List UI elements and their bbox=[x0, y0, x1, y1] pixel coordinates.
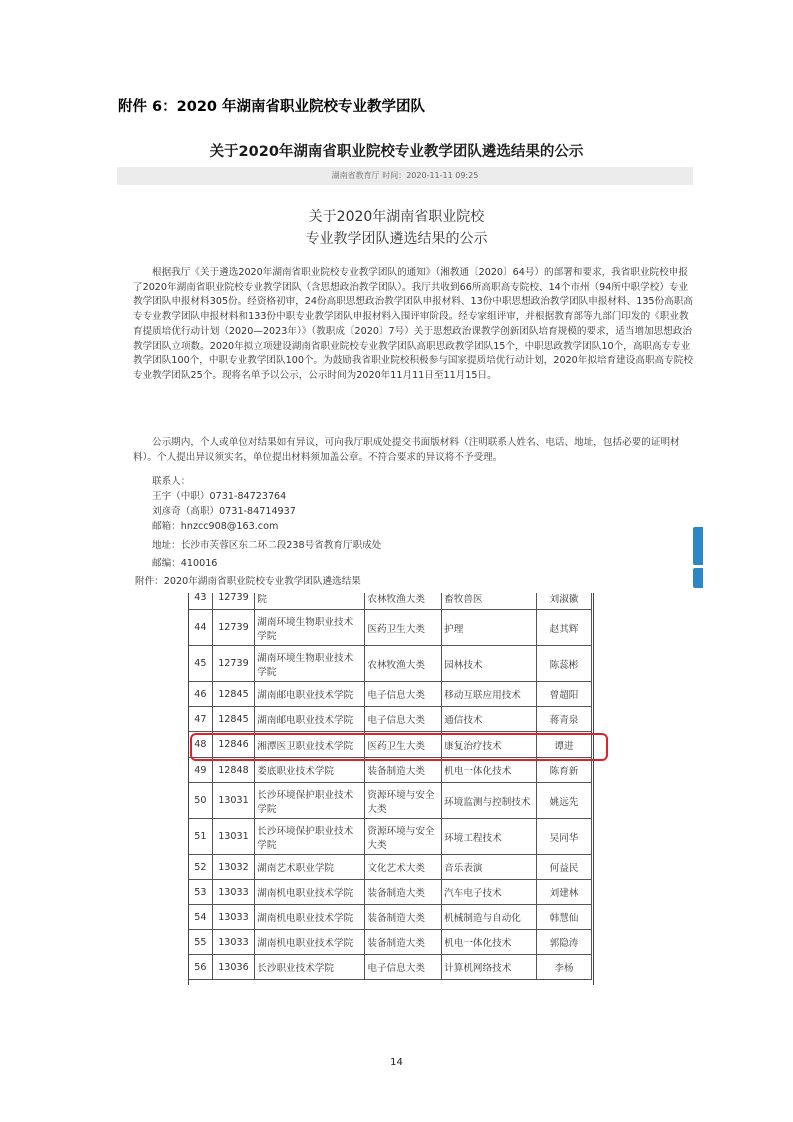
table-row bbox=[189, 682, 592, 707]
cell-major: 康复治疗技术 bbox=[442, 732, 537, 758]
cell-code: 13031 bbox=[212, 783, 255, 819]
highlight-circle bbox=[190, 733, 608, 761]
cell-school: 湖南环境生物职业技术学院 bbox=[255, 646, 365, 682]
notice-subtitle-line1: 关于2020年湖南省职业院校 bbox=[308, 209, 485, 225]
cell-category: 资源环境与安全大类 bbox=[365, 819, 442, 855]
cell-major: 园林技术 bbox=[442, 646, 537, 682]
cell-school: 长沙环境保护职业技术学院 bbox=[255, 783, 365, 819]
table-row bbox=[189, 855, 592, 880]
cell-no: 45 bbox=[189, 646, 213, 682]
table-row bbox=[189, 783, 592, 819]
cell-leader: 韩慧仙 bbox=[537, 905, 592, 930]
cell-leader: 蒋青泉 bbox=[537, 707, 592, 732]
cell-category: 电子信息大类 bbox=[365, 682, 442, 707]
cell-major: 护理 bbox=[442, 610, 537, 646]
cell-no: 53 bbox=[189, 880, 213, 905]
cell-major: 机电一体化技术 bbox=[442, 930, 537, 955]
cell-category: 资源环境与安全大类 bbox=[365, 783, 442, 819]
cell-school: 湖南机电职业技术学院 bbox=[255, 905, 365, 930]
side-float-tab-bottom[interactable] bbox=[693, 568, 703, 588]
table-row bbox=[189, 880, 592, 905]
cell-major: 机械制造与自动化 bbox=[442, 905, 537, 930]
results-table bbox=[188, 593, 592, 980]
cell-code: 13033 bbox=[212, 880, 255, 905]
table-row bbox=[189, 646, 592, 682]
cell-no: 43 bbox=[189, 593, 213, 610]
cell-category: 电子信息大类 bbox=[365, 955, 442, 980]
cell-no: 56 bbox=[189, 955, 213, 980]
cell-school: 长沙职业技术学院 bbox=[255, 955, 365, 980]
cell-code: 12739 bbox=[212, 610, 255, 646]
notice-paragraph-1: 根据我厅《关于遴选2020年湖南省职业院校专业教学团队的通知》（湘教通〔2020〕64号）的部署和要求，我省职业院校申报了2020年湖南省职业院校专业教学团队（含思想政治教学团队）。我厅共收到66所高职高专院校、14个市州（94所中职学校）专业教学团队申报材料305份。经资格初审，24份高职思想政治教学团队申报材料、13份中职思想政治教学团队申报材料、135份高职高专专业教学团队申报材料和133份中职专业教学团队申报材料入围评审阶段。经专家组评审，并根据教育部等九部门印发的《职业教育提质培优行动计划（2020—2023年）》（教职成〔2020〕7号）关于思想政治课教学创新团队培育规模的要求，适当增加思想政治教学团队立项数。2020年拟立项建设湖南省职业院校专业教学团队高职思政教学团队15个，中职思政教学团队10个，高职高专专业教学团队100个，中职专业教学团队100个。为鼓励我省职业院校积极参与国家提质培优行动计划，2020年拟培育建设高职高专院校专业教学团队25个。现将名单予以公示，公示时间为2020年11月11日至11月15日。 bbox=[133, 267, 693, 381]
cell-leader: 陈育新 bbox=[537, 758, 592, 783]
cell-major: 环境工程技术 bbox=[442, 819, 537, 855]
cell-code: 13033 bbox=[212, 905, 255, 930]
contact-higher: 刘彦奇（高职）0731-84714937 bbox=[152, 506, 296, 517]
cell-category: 医药卫生大类 bbox=[365, 610, 442, 646]
cell-code: 13033 bbox=[212, 930, 255, 955]
cell-leader: 刘建林 bbox=[537, 880, 592, 905]
contact-postcode: 邮编：410016 bbox=[152, 558, 218, 569]
notice-paragraph-2: 公示期内，个人或单位对结果如有异议，可向我厅职成处提交书面版材料（注明联系人姓名、电话、地址，包括必要的证明材料）。个人提出异议须实名，单位提出材料须加盖公章。不符合要求的异议将不予受理。 bbox=[133, 437, 680, 463]
table-row bbox=[189, 593, 592, 610]
article-title: 关于2020年湖南省职业院校专业教学团队遴选结果的公示 bbox=[209, 144, 584, 160]
contact-address: 地址：长沙市芙蓉区东二环二段238号省教育厅职成处 bbox=[152, 540, 382, 551]
cell-major: 机电一体化技术 bbox=[442, 758, 537, 783]
results-table-viewport bbox=[188, 593, 594, 985]
attachment-link[interactable]: 附件：2020年湖南省职业院校专业教学团队遴选结果 bbox=[135, 576, 361, 587]
cell-code: 13036 bbox=[212, 955, 255, 980]
cell-school: 湖南邮电职业技术学院 bbox=[255, 707, 365, 732]
table-row bbox=[189, 610, 592, 646]
table-row bbox=[189, 758, 592, 783]
cell-major: 移动互联应用技术 bbox=[442, 682, 537, 707]
cell-category: 电子信息大类 bbox=[365, 707, 442, 732]
cell-no: 46 bbox=[189, 682, 213, 707]
cell-no: 44 bbox=[189, 610, 213, 646]
cell-leader: 李杨 bbox=[537, 955, 592, 980]
table-row bbox=[189, 955, 592, 980]
cell-leader: 吴同华 bbox=[537, 819, 592, 855]
table-row bbox=[189, 930, 592, 955]
cell-major: 计算机网络技术 bbox=[442, 955, 537, 980]
cell-school: 娄底职业技术学院 bbox=[255, 758, 365, 783]
cell-category: 装备制造大类 bbox=[365, 930, 442, 955]
contact-email: 邮箱：hnzcc908@163.com bbox=[152, 521, 279, 532]
cell-no: 51 bbox=[189, 819, 213, 855]
contact-secondary: 王宇（中职）0731-84723764 bbox=[152, 491, 287, 502]
cell-category: 农林牧渔大类 bbox=[365, 646, 442, 682]
side-float-tab-top[interactable] bbox=[693, 527, 703, 565]
table-row bbox=[189, 905, 592, 930]
cell-leader: 曾超阳 bbox=[537, 682, 592, 707]
cell-major: 汽车电子技术 bbox=[442, 880, 537, 905]
cell-no: 47 bbox=[189, 707, 213, 732]
notice-subtitle bbox=[0, 206, 793, 250]
cell-school: 湘潭医卫职业技术学院 bbox=[255, 732, 365, 758]
cell-no: 50 bbox=[189, 783, 213, 819]
cell-category: 医药卫生大类 bbox=[365, 732, 442, 758]
cell-code: 13031 bbox=[212, 819, 255, 855]
cell-school: 院 bbox=[255, 593, 365, 610]
cell-code: 12739 bbox=[212, 593, 255, 610]
cell-no: 48 bbox=[189, 732, 213, 758]
cell-category: 装备制造大类 bbox=[365, 880, 442, 905]
page-number: 14 bbox=[390, 1057, 403, 1068]
cell-major: 通信技术 bbox=[442, 707, 537, 732]
notice-subtitle-line2: 专业教学团队遴选结果的公示 bbox=[305, 231, 488, 247]
cell-no: 52 bbox=[189, 855, 213, 880]
contact-label: 联系人： bbox=[152, 476, 191, 487]
cell-leader: 赵其辉 bbox=[537, 610, 592, 646]
table-row bbox=[189, 819, 592, 855]
cell-no: 54 bbox=[189, 905, 213, 930]
cell-code: 12845 bbox=[212, 707, 255, 732]
cell-leader: 刘淑徽 bbox=[537, 593, 592, 610]
cell-leader: 何益民 bbox=[537, 855, 592, 880]
cell-code: 12739 bbox=[212, 646, 255, 682]
cell-code: 12848 bbox=[212, 758, 255, 783]
cell-no: 55 bbox=[189, 930, 213, 955]
cell-code: 12846 bbox=[212, 732, 255, 758]
article-meta: 湖南省教育厅 时间：2020-11-11 09:25 bbox=[117, 167, 693, 185]
attachment-heading: 附件 6：2020 年湖南省职业院校专业教学团队 bbox=[118, 99, 426, 115]
cell-category: 文化艺术大类 bbox=[365, 855, 442, 880]
cell-leader: 陈蕊彬 bbox=[537, 646, 592, 682]
cell-school: 湖南机电职业技术学院 bbox=[255, 930, 365, 955]
cell-code: 12845 bbox=[212, 682, 255, 707]
cell-leader: 姚远先 bbox=[537, 783, 592, 819]
cell-category: 农林牧渔大类 bbox=[365, 593, 442, 610]
cell-no: 49 bbox=[189, 758, 213, 783]
cell-major: 畜牧兽医 bbox=[442, 593, 537, 610]
cell-major: 音乐表演 bbox=[442, 855, 537, 880]
table-row bbox=[189, 707, 592, 732]
cell-category: 装备制造大类 bbox=[365, 905, 442, 930]
cell-major: 环境监测与控制技术 bbox=[442, 783, 537, 819]
cell-school: 长沙环境保护职业技术学院 bbox=[255, 819, 365, 855]
cell-code: 13032 bbox=[212, 855, 255, 880]
cell-school: 湖南机电职业技术学院 bbox=[255, 880, 365, 905]
cell-category: 装备制造大类 bbox=[365, 758, 442, 783]
cell-leader: 郭隐涛 bbox=[537, 930, 592, 955]
cell-school: 湖南艺术职业学院 bbox=[255, 855, 365, 880]
cell-school: 湖南环境生物职业技术学院 bbox=[255, 610, 365, 646]
cell-leader: 谭进 bbox=[537, 732, 592, 758]
cell-school: 湖南邮电职业技术学院 bbox=[255, 682, 365, 707]
